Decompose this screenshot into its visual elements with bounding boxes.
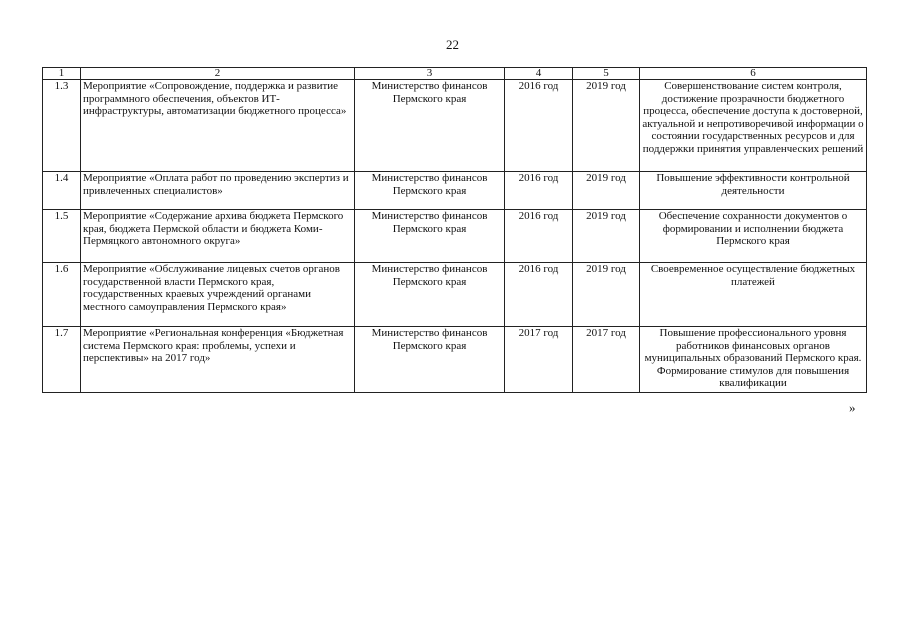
header-cell-4: 4 — [505, 68, 573, 80]
end-year: 2017 год — [573, 327, 640, 393]
event-name: Мероприятие «Содержание архива бюджета Пермского края, бюджета Пермской области и бюджета Коми-Пермяцкого автономного округа» — [81, 210, 355, 263]
event-name: Мероприятие «Сопровождение, поддержка и развитие программного обеспечения, объектов ИТ-инфраструктуры, автоматизации бюджетного процесса» — [81, 80, 355, 172]
expected-result: Обеспечение сохранности документов о формировании и исполнении бюджета Пермского края — [640, 210, 867, 263]
table-row — [43, 210, 867, 263]
end-year: 2019 год — [573, 263, 640, 327]
closing-quote-mark: » — [849, 400, 856, 415]
page-number: 22 — [446, 37, 459, 52]
table-row — [43, 172, 867, 210]
expected-result: Повышение эффективности контрольной деятельности — [640, 172, 867, 210]
start-year: 2016 год — [505, 80, 573, 172]
end-year: 2019 год — [573, 80, 640, 172]
event-name: Мероприятие «Оплата работ по проведению экспертиз и привлеченных специалистов» — [81, 172, 355, 210]
row-number: 1.6 — [43, 263, 81, 327]
expected-result: Совершенствование систем контроля, достижение прозрачности бюджетного процесса, обеспечение доступа к достоверной, актуальной и непротиворечивой информации о состоянии государственных ресурсов и для поддержки принятия управленческих решений — [640, 80, 867, 172]
header-cell-2: 2 — [81, 68, 355, 80]
executor: Министерство финансов Пермского края — [355, 210, 505, 263]
executor: Министерство финансов Пермского края — [355, 172, 505, 210]
row-number: 1.5 — [43, 210, 81, 263]
end-year: 2019 год — [573, 210, 640, 263]
executor: Министерство финансов Пермского края — [355, 80, 505, 172]
row-number: 1.7 — [43, 327, 81, 393]
start-year: 2016 год — [505, 210, 573, 263]
start-year: 2016 год — [505, 172, 573, 210]
event-name: Мероприятие «Обслуживание лицевых счетов органов государственной власти Пермского края, государственных краевых учреждений органами местного самоуправления Пермского края» — [81, 263, 355, 327]
executor: Министерство финансов Пермского края — [355, 263, 505, 327]
expected-result: Повышение профессионального уровня работников финансовых органов муниципальных образований Пермского края. Формирование стимулов для повышения квалификации — [640, 327, 867, 393]
end-year: 2019 год — [573, 172, 640, 210]
event-name: Мероприятие «Региональная конференция «Бюджетная система Пермского края: проблемы, успехи и перспективы» на 2017 год» — [81, 327, 355, 393]
header-cell-5: 5 — [573, 68, 640, 80]
measures-table — [42, 67, 867, 393]
start-year: 2016 год — [505, 263, 573, 327]
table-header-row — [43, 68, 867, 80]
row-number: 1.4 — [43, 172, 81, 210]
header-cell-1: 1 — [43, 68, 81, 80]
header-cell-3: 3 — [355, 68, 505, 80]
table-row — [43, 263, 867, 327]
table-row — [43, 80, 867, 172]
executor: Министерство финансов Пермского края — [355, 327, 505, 393]
start-year: 2017 год — [505, 327, 573, 393]
expected-result: Своевременное осуществление бюджетных платежей — [640, 263, 867, 327]
table-row — [43, 327, 867, 393]
header-cell-6: 6 — [640, 68, 867, 80]
row-number: 1.3 — [43, 80, 81, 172]
